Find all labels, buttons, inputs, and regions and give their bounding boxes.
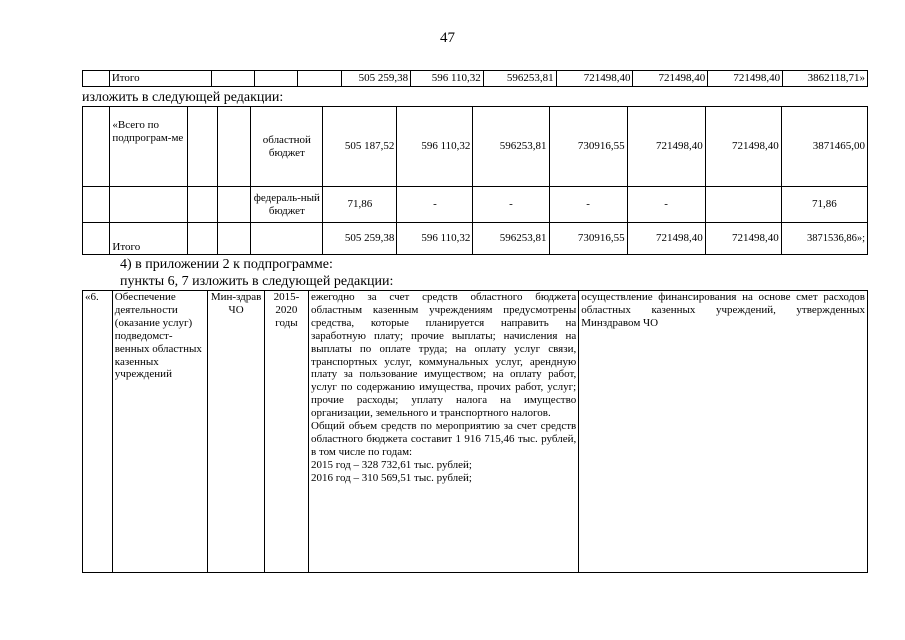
executor: Мин-здрав ЧО (208, 291, 265, 573)
total-value: 596253,81 (473, 223, 549, 255)
regional-value: 3871465,00 (781, 107, 867, 187)
measures-table (82, 290, 868, 573)
federal-value: 71,86 (323, 187, 397, 223)
federal-value: - (627, 187, 705, 223)
total-value: 721498,40 (708, 71, 783, 87)
federal-value: - (473, 187, 549, 223)
total-value: 505 259,38 (342, 71, 411, 87)
total-value: 3871536,86»; (781, 223, 867, 255)
total-value: 721498,40 (556, 71, 633, 87)
row-number: «6. (83, 291, 113, 573)
total-value: 596253,81 (483, 71, 556, 87)
total-value: 730916,55 (549, 223, 627, 255)
total-value: 505 259,38 (323, 223, 397, 255)
activity-description (309, 291, 579, 573)
volume-text: Общий объем средств по мероприятию за счет средств областного бюджета составит 1 916 715,46 тыс. рублей, в том числе по годам: (311, 420, 577, 458)
total-label: Итого (109, 71, 211, 87)
new-total-table (82, 106, 868, 255)
regional-value: 596253,81 (473, 107, 549, 187)
period: 2015-2020 годы (264, 291, 308, 573)
source-regional-budget: областной бюджет (251, 107, 323, 187)
year-line: 2016 год – 310 569,51 тыс. рублей; (311, 471, 472, 484)
federal-value: 71,86 (781, 187, 867, 223)
total-value: 596 110,32 (411, 71, 484, 87)
total-value: 721498,40 (705, 223, 781, 255)
section-heading: пункты 6, 7 изложить в следующей редакции: (120, 274, 394, 289)
year-line: 2015 год – 328 732,61 тыс. рублей; (311, 458, 472, 471)
total-value: 596 110,32 (397, 223, 473, 255)
regional-value: 730916,55 (549, 107, 627, 187)
activity-name: Обеспечение деятельности (оказание услуг) подведомст-венных областных казенных учреждений (112, 291, 208, 573)
regional-value: 505 187,52 (323, 107, 397, 187)
section-heading: 4) в приложении 2 к подпрограмме: (120, 257, 333, 272)
subprogram-label: «Всего по подпрограм-ме (110, 107, 188, 187)
federal-value (705, 187, 781, 223)
source-federal-budget: федераль-ный бюджет (251, 187, 323, 223)
description-text: ежегодно за счет средств областного бюджета областным казенным учреждениям предусмотрены средства, которые планируется направить на заработную плату; прочие выплаты; начисления на выплаты по оплате труда; на оплату услуг связи, транспортных услуг, коммунальных услуг, арендную плату за пользование имуществом; на оплату работ, услуг по содержанию имущества, прочих работ, услуг; прочие расходы; уплату налога на имущество организации, земельного и транспортного налогов. (311, 291, 577, 420)
total-label: Итого (110, 223, 188, 255)
federal-value: - (549, 187, 627, 223)
total-value: 3862118,71» (783, 71, 868, 87)
expected-result: осуществление финансирования на основе смет расходов областных казенных учреждений, утвержденных Минздравом ЧО (579, 291, 868, 573)
regional-value: 721498,40 (627, 107, 705, 187)
section-heading: изложить в следующей редакции: (82, 90, 284, 105)
total-value: 721498,40 (633, 71, 708, 87)
federal-value: - (397, 187, 473, 223)
page-number: 47 (440, 30, 455, 46)
regional-value: 596 110,32 (397, 107, 473, 187)
regional-value: 721498,40 (705, 107, 781, 187)
old-total-table (82, 70, 868, 87)
total-value: 721498,40 (627, 223, 705, 255)
